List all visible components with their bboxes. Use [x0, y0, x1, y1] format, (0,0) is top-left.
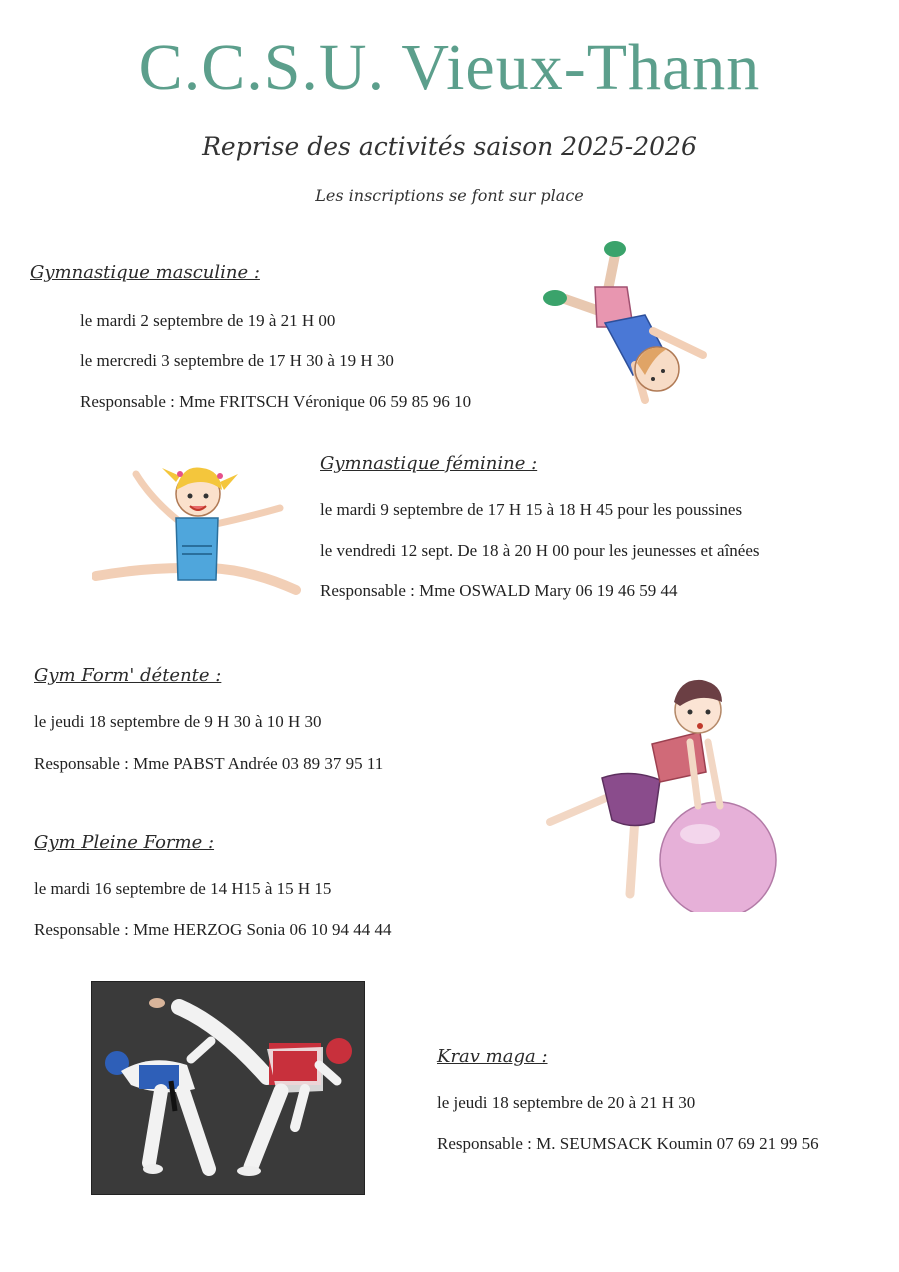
schedule-line: le jeudi 18 septembre de 9 H 30 à 10 H 30 — [34, 712, 322, 731]
responsable-line: Responsable : M. SEUMSACK Koumin 07 69 21 99 56 — [437, 1134, 819, 1153]
schedule-line: le jeudi 18 septembre de 20 à 21 H 30 — [437, 1093, 696, 1112]
page-title: C.C.S.U. Vieux-Thann — [138, 31, 761, 104]
section-heading-gym-pleine-forme: Gym Pleine Forme : — [34, 832, 215, 853]
section-heading-gym-feminine: Gymnastique féminine : — [320, 453, 538, 474]
schedule-line: le vendredi 12 sept. De 18 à 20 H 00 pour les jeunesses et aînées — [320, 541, 760, 560]
schedule-line: le mercredi 3 septembre de 17 H 30 à 19 H 30 — [80, 351, 394, 370]
section-heading-gym-form-detente: Gym Form' détente : — [34, 665, 222, 686]
page-subtitle: Reprise des activités saison 2025-2026 — [202, 132, 697, 161]
schedule-line: le mardi 16 septembre de 14 H15 à 15 H 15 — [34, 879, 332, 898]
schedule-line: le mardi 9 septembre de 17 H 15 à 18 H 45 pour les poussines — [320, 500, 743, 519]
responsable-line: Responsable : Mme OSWALD Mary 06 19 46 59 44 — [320, 581, 678, 600]
section-heading-gym-masculine: Gymnastique masculine : — [30, 262, 260, 283]
schedule-line: le mardi 2 septembre de 19 à 21 H 00 — [80, 311, 336, 330]
cartwheel-boy-image — [535, 235, 720, 413]
responsable-line: Responsable : Mme FRITSCH Véronique 06 59 85 96 10 — [80, 392, 472, 411]
martial-arts-photo — [91, 981, 365, 1195]
registration-note: Les inscriptions se font sur place — [315, 186, 584, 205]
split-jump-girl-image — [92, 450, 302, 598]
section-heading-krav-maga: Krav maga : — [437, 1046, 548, 1067]
responsable-line: Responsable : Mme PABST Andrée 03 89 37 95 11 — [34, 754, 384, 773]
fitness-ball-woman-image — [540, 672, 785, 912]
responsable-line: Responsable : Mme HERZOG Sonia 06 10 94 44 44 — [34, 920, 392, 939]
